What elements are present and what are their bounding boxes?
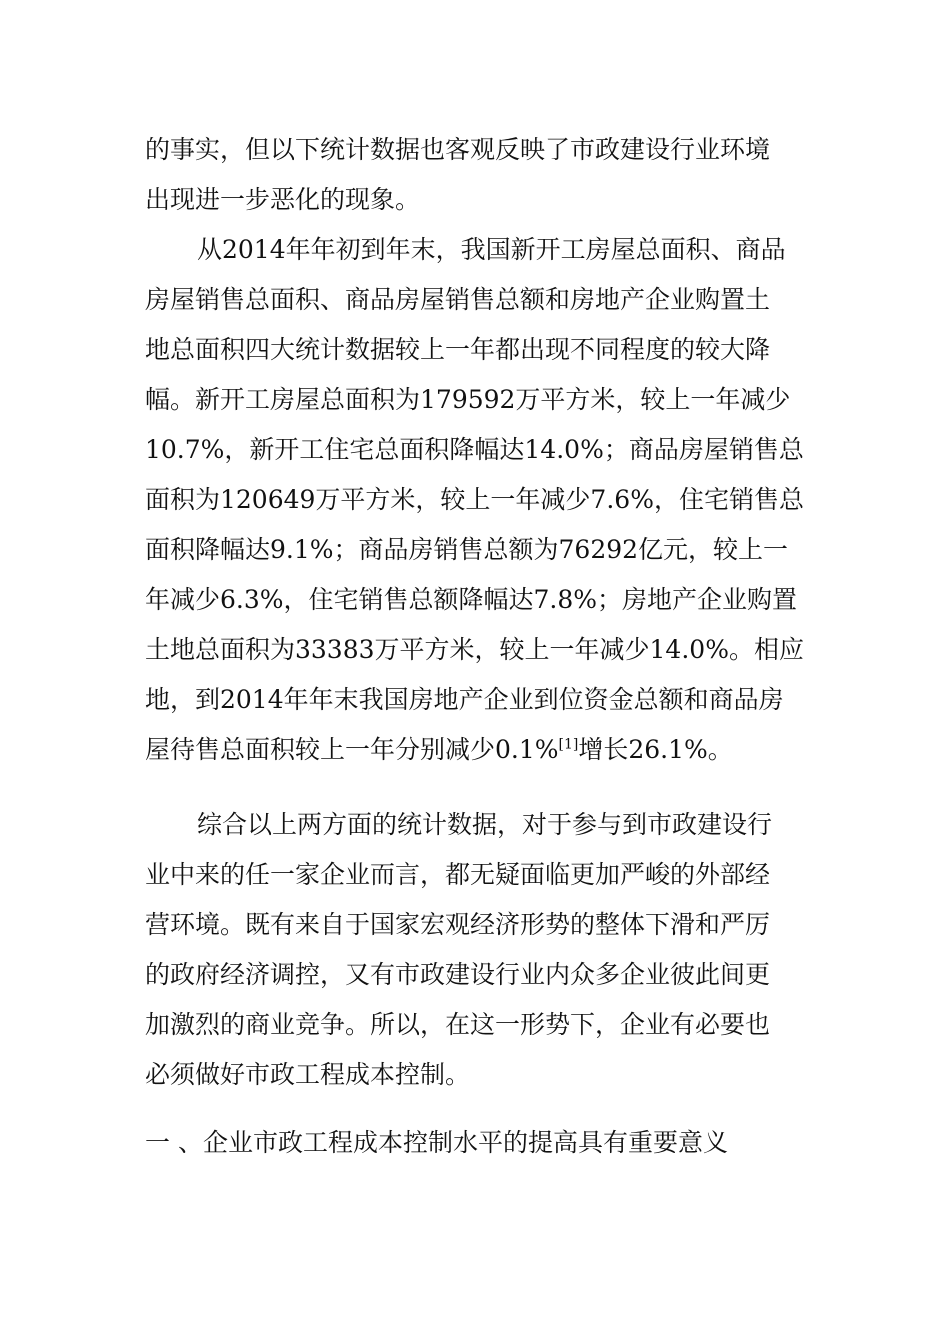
text-segment: 屋待售总面积较上一年分别减少0.1% [145, 735, 559, 764]
text-line: 地总面积四大统计数据较上一年都出现不同程度的较大降 [145, 335, 771, 364]
text-line: 幅。新开工房屋总面积为179592万平方米，较上一年减少 [145, 385, 791, 414]
section-heading: 一 、企业市政工程成本控制水平的提高具有重要意义 [145, 1128, 728, 1157]
text-line: 的政府经济调控，又有市政建设行业内众多企业彼此间更 [145, 960, 771, 989]
text-line: 房屋销售总面积、商品房屋销售总额和房地产企业购置土 [145, 285, 771, 314]
text-line: 加激烈的商业竞争。所以，在这一形势下，企业有必要也 [145, 1010, 771, 1039]
text-line: 面积为120649万平方米，较上一年减少7.6%，住宅销售总 [145, 485, 804, 514]
text-line: 10.7%，新开工住宅总面积降幅达14.0%；商品房屋销售总 [145, 435, 804, 464]
text-line: 营环境。既有来自于国家宏观经济形势的整体下滑和严厉 [145, 910, 771, 939]
footnote-reference[interactable]: [1] [558, 736, 579, 753]
paragraph-start-line: 综合以上两方面的统计数据，对于参与到市政建设行 [197, 810, 773, 839]
text-line: 年减少6.3%，住宅销售总额降幅达7.8%；房地产企业购置 [145, 585, 798, 614]
text-line-with-footnote [145, 725, 805, 775]
text-line: 必须做好市政工程成本控制。 [145, 1060, 471, 1089]
text-line: 出现进一步恶化的现象。 [145, 185, 421, 214]
text-line: 的事实，但以下统计数据也客观反映了市政建设行业环境 [145, 135, 771, 164]
paragraph-start-line: 从2014年年初到年末，我国新开工房屋总面积、商品 [197, 235, 786, 264]
text-line: 面积降幅达9.1%；商品房销售总额为76292亿元，较上一 [145, 535, 789, 564]
text-line: 地，到2014年年末我国房地产企业到位资金总额和商品房 [145, 685, 784, 714]
text-segment: 增长26.1%。 [578, 735, 733, 764]
text-line: 业中来的任一家企业而言，都无疑面临更加严峻的外部经 [145, 860, 771, 889]
text-line: 土地总面积为33383万平方米，较上一年减少14.0%。相应 [145, 635, 804, 664]
